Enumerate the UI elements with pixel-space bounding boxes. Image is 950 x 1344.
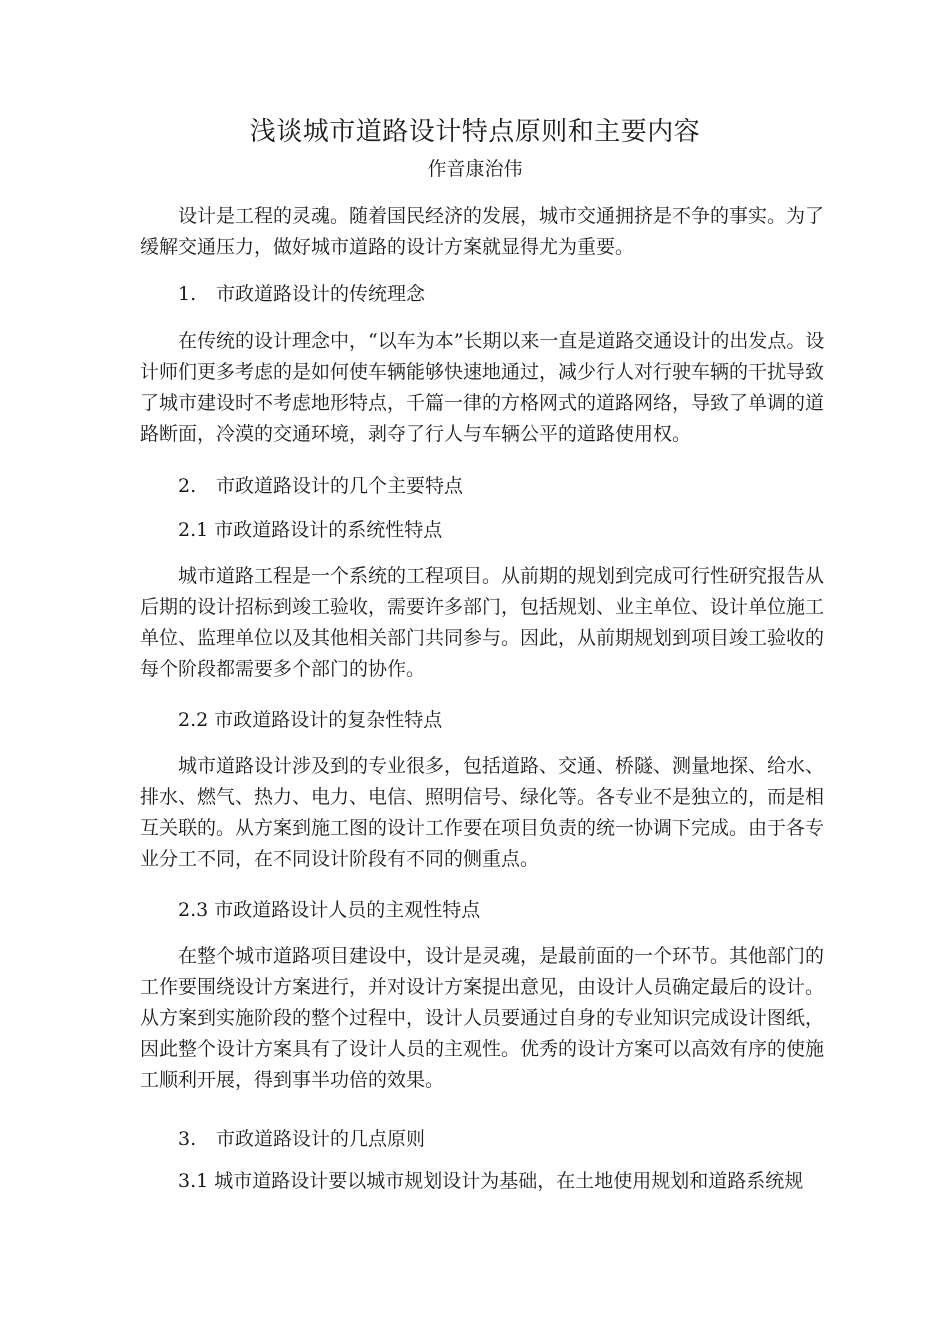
section-title: 市政道路设计的几点原则 [216, 1128, 426, 1150]
subsection-3-1-text: 3.1 城市道路设计要以城市规划设计为基础，在土地使用规划和道路系统规 [178, 1170, 804, 1192]
section-3-heading [140, 1124, 868, 1155]
section-1-heading [140, 279, 868, 310]
section-number: 1. [178, 283, 197, 305]
intro-paragraph: 设计是工程的灵魂。随着国民经济的发展，城市交通拥挤是不争的事实。为了缓解交通压力，做好城市道路的设计方案就显得尤为重要。 [140, 205, 825, 258]
subsection-2-2-paragraph: 城市道路设计涉及到的专业很多，包括道路、交通、桥隧、测量地探、给水、排水、燃气、热力、电力、电信、照明信号、绿化等。各专业不是独立的，而是相互关联的。从方案到施工图的设计工作要在项目负责的统一协调下完成。由于各专业分工不同，在不同设计阶段有不同的侧重点。 [140, 755, 825, 870]
subsection-2-1-paragraph: 城市道路工程是一个系统的工程项目。从前期的规划到完成可行性研究报告从后期的设计招标到竣工验收，需要许多部门，包括规划、业主单位、设计单位施工单位、监理单位以及其他相关部门共同参与。因此，从前期规划到项目竣工验收的每个阶段都需要多个部门的协作。 [140, 565, 825, 680]
section-1-paragraph: 在传统的设计理念中，“以车为本”长期以来一直是道路交通设计的出发点。设计师们更多考虑的是如何使车辆能够快速地通过，减少行人对行驶车辆的干扰导致了城市建设时不考虑地形特点，千篇一律的方格网式的道路网络，导致了单调的道路断面，冷漠的交通环境，剥夺了行人与车辆公平的道路使用权。 [140, 330, 825, 445]
section-title: 市政道路设计的传统理念 [216, 283, 426, 305]
author-line: 作音康治伟 [427, 158, 523, 180]
section-title: 市政道路设计的几个主要特点 [216, 475, 464, 497]
section-number: 3. [178, 1128, 197, 1150]
subsection-2-2-heading: 2.2 市政道路设计的复杂性特点 [178, 709, 443, 731]
subsection-2-3-heading: 2.3 市政道路设计人员的主观性特点 [178, 899, 481, 921]
document-title: 浅谈城市道路设计特点原则和主要内容 [249, 117, 701, 147]
section-number: 2. [178, 475, 197, 497]
section-2-heading [140, 471, 868, 502]
subsection-2-1-heading: 2.1 市政道路设计的系统性特点 [178, 519, 443, 541]
subsection-2-3-paragraph: 在整个城市道路项目建设中，设计是灵魂，是最前面的一个环节。其他部门的工作要围绕设计方案进行，并对设计方案提出意见，由设计人员确定最后的设计。从方案到实施阶段的整个过程中，设计人员要通过自身的专业知识完成设计图纸，因此整个设计方案具有了设计人员的主观性。优秀的设计方案可以高效有序的使施工顺利开展，得到事半功倍的效果。 [140, 945, 825, 1091]
